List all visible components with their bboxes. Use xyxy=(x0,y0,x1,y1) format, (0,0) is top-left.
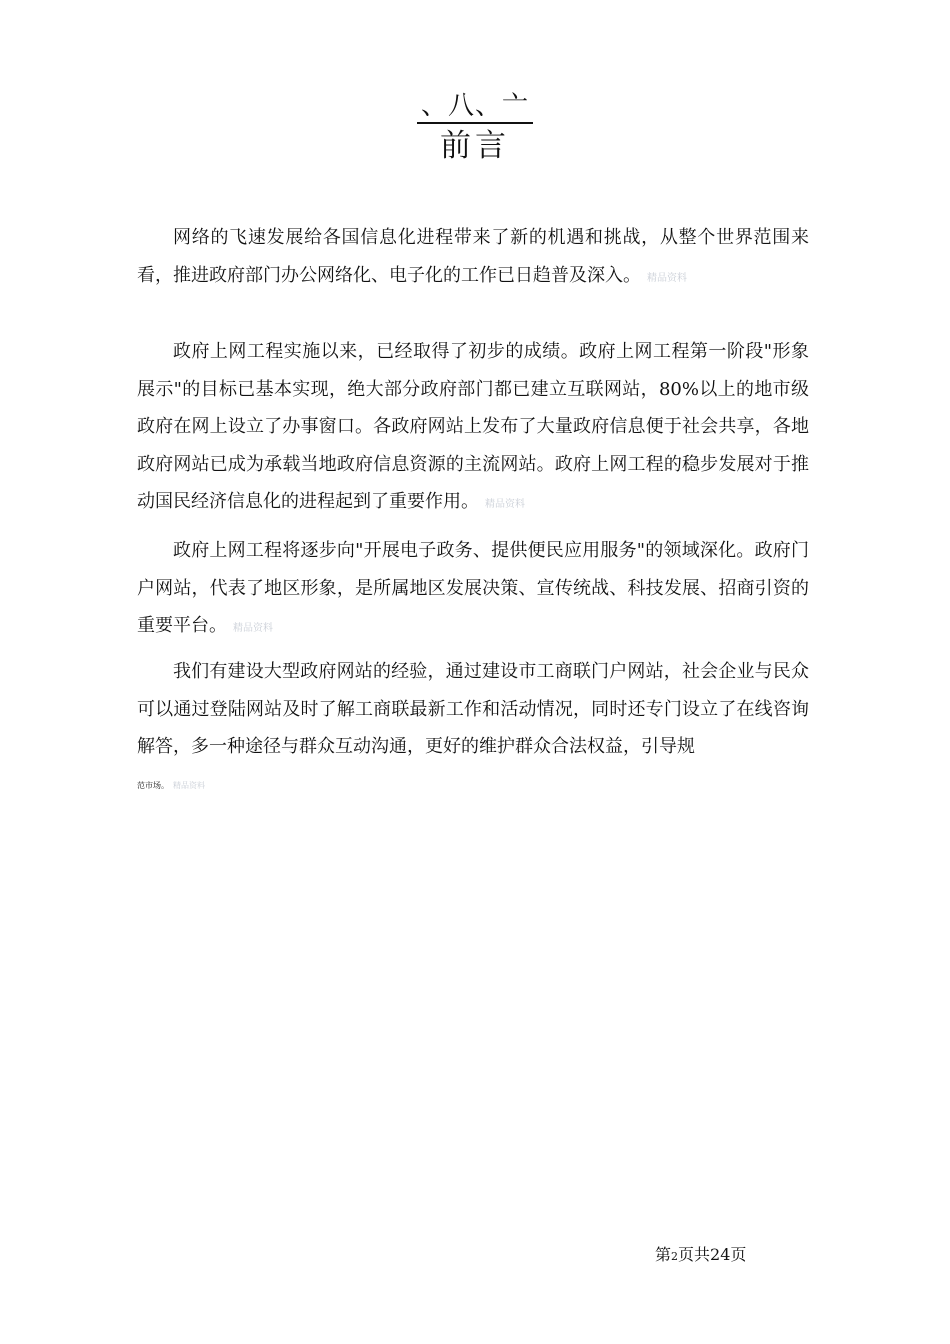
paragraph-3-faint-note: 精品资料 xyxy=(233,623,273,634)
paragraph-3 xyxy=(137,532,809,648)
paragraph-1-faint-note: 精品资料 xyxy=(647,272,687,284)
paragraph-4 xyxy=(137,653,809,766)
heading-artifact xyxy=(0,92,950,124)
page-title: 前言 xyxy=(440,128,510,164)
footer-total-pages: 24 xyxy=(710,1245,731,1264)
paragraph-2-text: 政府上网工程实施以来，已经取得了初步的成绩。政府上网工程第一阶段"形象展示"的目标已基本实现，绝大部分政府部门都已建立互联网站，80%以上的地市级政府在网上设立了办事窗口。各政府网站上发布了大量政府信息便于社会共享，各地政府网站已成为承载当地政府信息资源的主流网站。政府上网工程的稳步发展对于推动国民经济信息化的进程起到了重要作用。 xyxy=(137,341,809,512)
paragraph-4-text: 我们有建设大型政府网站的经验，通过建设市工商联门户网站，社会企业与民众可以通过登陆网站及时了解工商联最新工作和活动情况，同时还专门设立了在线咨询解答，多一种途径与群众互动沟通，更好的维护群众合法权益，引导规 xyxy=(137,661,809,757)
footer-suffix: 页 xyxy=(730,1245,747,1264)
footer-prefix: 第 xyxy=(655,1245,672,1264)
paragraph-3-text: 政府上网工程将逐步向"开展电子政务、提供便民应用服务"的领域深化。政府门户网站，代表了地区形象，是所属地区发展决策、宣传统战、科技发展、招商引资的重要平台。 xyxy=(137,540,809,636)
tail-text: 范市场。 xyxy=(137,781,169,790)
paragraph-1 xyxy=(137,219,809,297)
paragraph-2 xyxy=(137,333,809,524)
page-footer xyxy=(655,1244,746,1268)
tail-faint-note: 精品资料 xyxy=(173,781,205,790)
paragraph-4-tail xyxy=(137,780,205,792)
heading-artifact-text: 、八、亠 xyxy=(417,92,533,124)
paragraph-1-text: 网络的飞速发展给各国信息化进程带来了新的机遇和挑战，从整个世界范围来看，推进政府部门办公网络化、电子化的工作已日趋普及深入。 xyxy=(137,227,809,286)
footer-current-page: 2 xyxy=(671,1250,679,1263)
paragraph-2-faint-note: 精品资料 xyxy=(485,499,525,510)
footer-middle: 页共 xyxy=(678,1245,711,1264)
